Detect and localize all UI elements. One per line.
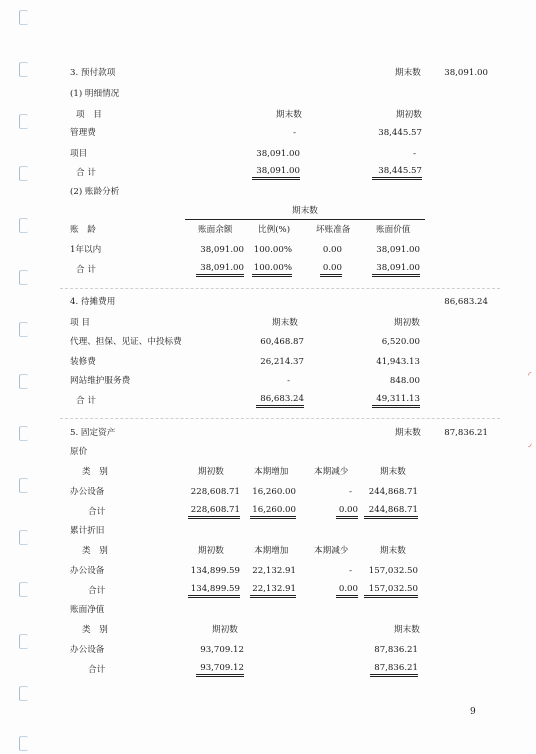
total-label: 合计 bbox=[88, 507, 106, 517]
aging-row-ratio: 100.00% bbox=[253, 245, 292, 255]
col-header-category: 类 别 bbox=[82, 467, 108, 477]
row-end: 38,091.00 bbox=[256, 149, 300, 159]
aging-total-ratio: 100.00% bbox=[252, 263, 292, 277]
col-header-add: 本期增加 bbox=[254, 546, 289, 556]
row-begin: 38,445.57 bbox=[378, 128, 422, 138]
aging-total-value: 38,091.00 bbox=[372, 263, 420, 277]
aging-total-provision: 0.00 bbox=[320, 263, 342, 277]
deferred-right-value: 86,683.24 bbox=[444, 297, 488, 307]
aging-row-value: 38,091.00 bbox=[376, 245, 420, 255]
aging-header-ratio: 比例(%) bbox=[258, 225, 291, 235]
col-header-begin: 期初数 bbox=[394, 318, 420, 328]
binder-mark bbox=[19, 322, 28, 337]
total-end: 157,032.50 bbox=[364, 584, 418, 598]
binder-mark bbox=[19, 10, 28, 25]
binder-mark bbox=[19, 270, 28, 285]
row-begin: 41,943.13 bbox=[376, 357, 420, 367]
original-cost-title: 原价 bbox=[70, 447, 88, 457]
row-begin: 848.00 bbox=[389, 376, 420, 386]
row-end: - bbox=[287, 376, 290, 386]
total-label: 合 计 bbox=[76, 168, 96, 178]
aging-header-balance: 账面余额 bbox=[198, 225, 233, 235]
row-name: 项目 bbox=[70, 149, 88, 159]
aging-row-balance: 38,091.00 bbox=[200, 245, 244, 255]
row-sub: - bbox=[349, 566, 352, 576]
total-end: 244,868.71 bbox=[364, 505, 418, 519]
total-add: 22,132.91 bbox=[250, 584, 296, 598]
col-header-category: 类 别 bbox=[82, 546, 108, 556]
col-header-begin: 期初数 bbox=[396, 110, 422, 120]
row-end: 87,836.21 bbox=[374, 645, 418, 655]
section-divider bbox=[60, 418, 500, 419]
total-begin: 134,899.59 bbox=[188, 584, 240, 598]
row-name: 办公设备 bbox=[70, 645, 105, 655]
col-header-end: 期末数 bbox=[394, 625, 420, 635]
total-begin: 49,311.13 bbox=[372, 394, 420, 408]
binder-mark bbox=[19, 114, 28, 129]
aging-header-value: 账面价值 bbox=[376, 225, 411, 235]
binder-mark bbox=[19, 582, 28, 597]
row-end: 244,868.71 bbox=[368, 487, 418, 497]
total-end: 86,683.24 bbox=[256, 394, 304, 408]
aging-total-label: 合 计 bbox=[76, 265, 96, 275]
row-end: 157,032.50 bbox=[368, 566, 418, 576]
fixed-assets-right-value: 87,836.21 bbox=[444, 428, 488, 438]
binder-mark bbox=[19, 530, 28, 545]
aging-title: (2) 账龄分析 bbox=[70, 187, 120, 197]
row-end: - bbox=[293, 128, 296, 138]
total-begin: 93,709.12 bbox=[196, 663, 244, 677]
row-name: 网站维护服务费 bbox=[70, 376, 131, 386]
header-rule bbox=[185, 219, 425, 220]
total-label: 合计 bbox=[88, 665, 106, 675]
seal-fragment: ◞ bbox=[528, 439, 532, 449]
row-begin: 93,709.12 bbox=[200, 645, 244, 655]
binder-mark bbox=[19, 426, 28, 441]
total-label: 合计 bbox=[88, 586, 106, 596]
col-header-begin: 期初数 bbox=[198, 467, 224, 477]
row-name: 管理费 bbox=[70, 128, 96, 138]
depreciation-title: 累计折旧 bbox=[70, 526, 105, 536]
binder-mark bbox=[19, 166, 28, 181]
col-header-begin: 期初数 bbox=[198, 546, 224, 556]
section-title-prepaid: 3. 预付款项 bbox=[70, 68, 116, 78]
total-end: 38,091.00 bbox=[252, 166, 300, 180]
total-label: 合 计 bbox=[76, 396, 96, 406]
row-add: 16,260.00 bbox=[252, 487, 296, 497]
col-header-category: 类 别 bbox=[82, 625, 108, 635]
total-begin: 38,445.57 bbox=[372, 166, 422, 180]
col-header-end: 期末数 bbox=[380, 467, 406, 477]
binder-mark bbox=[19, 62, 28, 77]
row-begin: 6,520.00 bbox=[381, 337, 420, 347]
section-divider bbox=[60, 288, 500, 289]
prepaid-right-value: 38,091.00 bbox=[444, 68, 488, 78]
binder-mark bbox=[19, 374, 28, 389]
row-name: 办公设备 bbox=[70, 566, 105, 576]
row-begin: - bbox=[413, 149, 416, 159]
aging-group-header: 期末数 bbox=[292, 206, 318, 216]
total-sub: 0.00 bbox=[336, 505, 358, 519]
fixed-assets-right-label: 期末数 bbox=[395, 428, 421, 438]
row-end: 26,214.37 bbox=[260, 357, 304, 367]
binder-mark bbox=[19, 686, 28, 701]
row-add: 22,132.91 bbox=[252, 566, 296, 576]
col-header-sub: 本期减少 bbox=[314, 546, 349, 556]
aging-header-provision: 坏账准备 bbox=[316, 225, 351, 235]
total-add: 16,260.00 bbox=[250, 505, 296, 519]
aging-row-provision: 0.00 bbox=[322, 245, 342, 255]
col-header-sub: 本期减少 bbox=[314, 467, 349, 477]
total-begin: 228,608.71 bbox=[188, 505, 240, 519]
col-header-add: 本期增加 bbox=[254, 467, 289, 477]
binder-mark bbox=[19, 218, 28, 233]
col-header-item: 项 目 bbox=[70, 318, 90, 328]
page-number: 9 bbox=[470, 707, 476, 717]
row-sub: - bbox=[349, 487, 352, 497]
aging-row-name: 1年以内 bbox=[70, 245, 102, 255]
section-title-fixed-assets: 5. 固定资产 bbox=[70, 428, 116, 438]
total-sub: 0.00 bbox=[336, 584, 358, 598]
binder-mark bbox=[19, 478, 28, 493]
col-header-end: 期末数 bbox=[276, 110, 302, 120]
net-value-title: 账面净值 bbox=[70, 605, 105, 615]
col-header-end: 期末数 bbox=[272, 318, 298, 328]
aging-total-balance: 38,091.00 bbox=[196, 263, 244, 277]
prepaid-detail-title: (1) 明细情况 bbox=[70, 89, 120, 99]
row-name: 办公设备 bbox=[70, 487, 105, 497]
row-name: 代理、担保、见证、中投标费 bbox=[70, 337, 182, 347]
seal-fragment: ◜ bbox=[528, 371, 532, 381]
col-header-item: 项 目 bbox=[76, 110, 102, 120]
total-end: 87,836.21 bbox=[370, 663, 418, 677]
prepaid-right-label: 期末数 bbox=[395, 68, 421, 78]
row-end: 60,468.87 bbox=[260, 337, 304, 347]
col-header-end: 期末数 bbox=[380, 546, 406, 556]
binder-mark bbox=[19, 736, 28, 751]
row-begin: 134,899.59 bbox=[190, 566, 240, 576]
aging-header-age: 账 龄 bbox=[70, 225, 96, 235]
row-name: 装修费 bbox=[70, 357, 96, 367]
row-begin: 228,608.71 bbox=[190, 487, 240, 497]
col-header-begin: 期初数 bbox=[212, 625, 238, 635]
section-title-deferred: 4. 待摊费用 bbox=[70, 297, 116, 307]
binder-mark bbox=[19, 634, 28, 649]
